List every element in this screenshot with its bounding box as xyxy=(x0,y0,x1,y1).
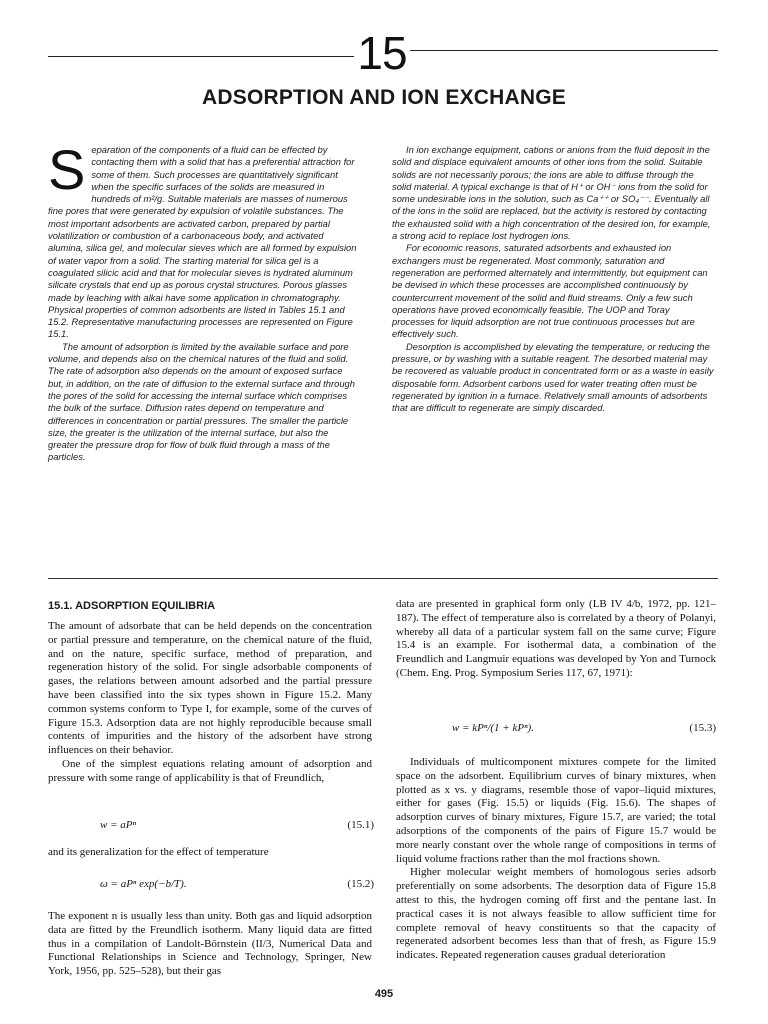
intro-paragraph: The amount of adsorption is limited by the available surface and pore volume, and depends also on the chemical natures of the fluid and solid. The rate of adsorption also depends on the amount of exposed surface but, in addition, on the rate of diffusion to the external surface and through the pores of the solid for accessing the internal surface which comprises the bulk of the surface. Diffusion rates depend on temperature and differences in concentration or partial pressures. The smaller the particle size, the greater is the utilization of the internal surface, but also the greater the pressure drop for flow of bulk fluid through a mass of the particles. xyxy=(48,340,355,463)
body-paragraph: and its generalization for the effect of temperature xyxy=(48,846,269,858)
drop-cap: S xyxy=(48,138,86,201)
body-paragraph: Individuals of multicomponent mixtures compete for the limited space on the adsorbent. Equilibrium curves of binary mixtures, when plotted as x vs. y diagrams, resemble those of vapor–liquid mixtures, either for gases (Fig. 15.5) or liquids (Fig. 15.6). The shapes of adsorption curves of binary mixtures, Figure 15.7, are varied; the total adsorptions of the components of the pairs of Figure 15.7 would be more nearly constant over the whole range of compositions in terms of liquid volume fractions rather than the mol fractions shown. xyxy=(396,756,716,865)
header-rule-left xyxy=(48,56,354,57)
header-rule-right xyxy=(410,50,718,51)
body-paragraph: Higher molecular weight members of homologous series adsorb preferentially on some adsorbents. The desorption data of Figure 15.8 attest to this, the hydrogen coming off first and the pentane last. In practical cases it is not always feasible to allow sufficient time for complete removal of heavy constituents so that the capacity of regenerated adsorbent becomes less than that of fresh, as Figure 15.9 indicates. Repeated regeneration causes gradual deterioration xyxy=(396,866,716,962)
equation-15-1: w = aPⁿ xyxy=(100,819,136,831)
body-paragraph: data are presented in graphical form only (LB IV 4/b, 1972, pp. 121–187). The effect of temperature also is correlated by a theory of Polanyi, whereby all data of a particular system fall on the same curve; Figure 15.4 is an example. For isothermal data, a combination of the Freundlich and Langmuir equations was developed by Yon and Turnock (Chem. Eng. Prog. Symposium Series 117, 67, 1971): xyxy=(396,598,716,679)
equation-number: (15.2) xyxy=(347,878,374,890)
equation-number: (15.1) xyxy=(347,819,374,831)
chapter-number: 15 xyxy=(357,27,407,79)
intro-right-column xyxy=(392,144,714,415)
intro-left-column xyxy=(48,138,360,464)
intro-paragraph: In ion exchange equipment, cations or anions from the fluid deposit in the solid and displace equivalent amounts of other ions from the solid. Suitable solids are not necessarily porous; the ions are able to diffuse through the solid material. A typical exchange is that of H⁺ or OH⁻ ions from the solid for some undesirable ions in the solution, such as Ca⁺⁺ or SO₄⁻⁻. Eventually all of the ions in the solid are replaced, but the activity is restored by contacting the exhausted solid with a high concentration of the desired ion, for example, a strong acid to replace lost hydrogen ions. xyxy=(392,144,711,242)
equation-number: (15.3) xyxy=(689,722,716,734)
page-number: 495 xyxy=(374,988,394,1000)
body-column-right xyxy=(396,756,716,963)
body-paragraph: One of the simplest equations relating amount of adsorption and pressure with some range of applicability is that of Freundlich, xyxy=(48,757,372,784)
intro-paragraph: Desorption is accomplished by elevating the temperature, or reducing the pressure, or by washing with a suitable reagent. The desorbed material may be recovered as valuable product in concentrated form or as a waste in easily disposable form. Adsorbent carbons used for water treating often must be regenerated by ignition in a furnace. Relatively small amounts of adsorbents that are difficult to regenerate are simply discarded. xyxy=(392,340,714,414)
body-paragraph: The amount of adsorbate that can be held depends on the concentration or partial pressure and temperature, on the chemical nature of the fluid, and on the nature, specific surface, method of preparation, and regeneration history of the solid. For single adsorbable components of gases, the relations between amount adsorbed and the partial pressure have been classified into the six types shown in Figure 15.2. Many common systems conform to Type I, for example, some of the curves of Figure 15.3. Adsorption data are not highly reproducible because small contents of impurities and the history of the adsorbent have strong influences on their behavior. xyxy=(48,620,372,757)
equation-15-3: w = kPⁿ/(1 + kPⁿ). xyxy=(452,722,534,734)
intro-text: eparation of the components of a fluid can be effected by contacting them with a solid that has a preferential attraction for some of them. Such processes are quantitatively significant when the specific surfaces of the solids are measured in hundreds of m²/g. Suitable materials are masses of numerous fine pores that were generated by expulsion of volatile substances. The most important adsorbents are activated carbon, prepared by partial volatilization or combustion of a carbonaceous body, and activated alumina, silica gel, and molecular sieves which are all formed by expulsion of water vapor from a solid. The starting material for silica gel is a coagulated silicic acid and that for molecular sieves is hydrated aluminum silicate crystals that end up as porous crystal structures. Porous glasses made by leaching with alkai have some application in chromatography. Physical properties of common adsorbents are listed in Tables 15.1 and 15.2. Representative manufacturing processes are represented on Figure 15.1. xyxy=(48,144,357,340)
section-divider xyxy=(48,578,718,579)
chapter-title: ADSORPTION AND ION EXCHANGE xyxy=(202,86,566,109)
intro-paragraph xyxy=(48,138,360,341)
body-paragraph: The exponent n is usually less than unity. Both gas and liquid adsorption data are fitted by the Freundlich isotherm. Many liquid data are fitted thus in a compilation of Landolt-Börnstein (II/3, Numerical Data and Functional Relationships in Science and Technology, Springer, New York, 1956, pp. 525–528), but their gas xyxy=(48,910,372,978)
equation-15-2: ω = aPⁿ exp(−b/T). xyxy=(100,878,187,890)
body-column-left xyxy=(48,620,372,786)
intro-paragraph: For economic reasons, saturated adsorbents and exhausted ion exchangers must be regenerated. Most commonly, saturation and regeneration are performed alternately and intermittently, but equipment can be devised in which these processes are accomplished continuously by countercurrent movement of the solid and fluid streams. Only a few such operations have proved economically feasible. The UOP and Toray processes for liquid adsorption are not true continuous processes but are effectively such. xyxy=(392,242,708,340)
section-heading: 15.1. ADSORPTION EQUILIBRIA xyxy=(48,600,216,612)
